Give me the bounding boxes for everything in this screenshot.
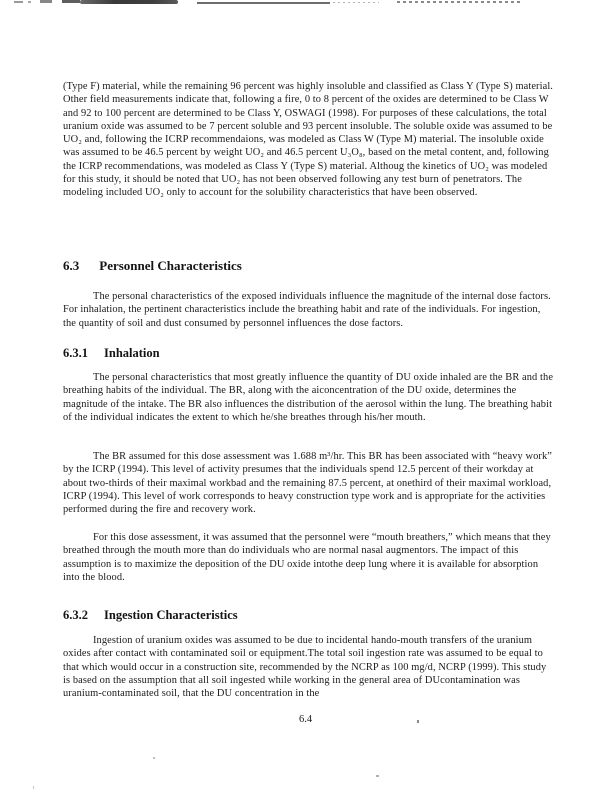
paragraph-personnel-characteristics: The personal characteristics of the exposed individuals influence the magnitude of the internal dose factors. For inhalation, the pertinent characteristics include the breathing habit and rate of the individuals. For ingestion, the quantity of soil and dust consumed by personnel influences the dose factors.	[63, 291, 551, 329]
page-number: 6.4	[298, 714, 313, 725]
section-title: Personnel Characteristics	[99, 258, 242, 273]
scan-artifact	[80, 0, 178, 4]
scan-speck	[376, 775, 379, 777]
paragraph-oxide-classification: (Type F) material, while the remaining 96 percent was highly insoluble and classified as Class Y (Type S) material. Other field measurements indicate that, following a fire, 0 to 8 percent of the oxides are determined to be Class W and 92 to 100 percent are determined to be Class Y, OSWAGI (1998). For purposes of these calculations, the total uranium oxide was assumed to be 7 percent soluble and 93 percent insoluble. The soluble oxide was assumed to be UO₂ and, following the ICRP recommendaions, was modeled as Class W (Type M) material. The insoluble oxide was assumed to be 46.5 percent by weight UO₂ and 46.5 percent U₃O₈, based on the metal content, and, following the ICRP recommendations, was modeled as Class Y (Type S) material. Althoug the kinetics of UO₂ was modeled for this study, it should be noted that UO₂ has not been observed following any test burn of penetrators. The modeling included UO₂ only to account for the solubility characteristics that have been observed.	[63, 81, 553, 199]
section-heading-6-3-1	[63, 346, 555, 361]
scan-artifact	[40, 0, 52, 3]
paragraph-inhalation-3: For this dose assessment, it was assumed that the personnel were “mouth breathers,” which means that they breathed through the mouth more than do individuals who are normal nasal augmentors. The impact of this assumption is to maximize the deposition of the DU oxide intothe deep lung where it is available for absorption into the blood.	[63, 532, 551, 583]
paragraph-inhalation-2: The BR assumed for this dose assessment was 1.688 m³/hr. This BR has been associated with “heavy work” by the ICRP (1994). This level of activity presumes that the individuals spend 12.5 percent of their workday at about two-thirds of their maximal workbad and the remaining 87.5 percent, at onethird of their maximal workload, ICRP (1994). This level of work corresponds to heavy construction type work and is appropriate for the activities performed during the fire and recovery work.	[63, 451, 552, 516]
section-number: 6.3	[63, 258, 80, 273]
scan-speck	[33, 786, 34, 789]
section-heading-6-3-2	[63, 608, 555, 623]
scan-artifact	[14, 1, 23, 3]
scan-speck	[153, 757, 155, 759]
paragraph-inhalation-1: The personal characteristics that most greatly influence the quantity of DU oxide inhaled are the BR and the breathing habits of the individual. The BR, along with the aiconcentration of the DU oxide, determines the magnitude of the intake. The BR also influences the distribution of the aerosol within the lung. The breathing habit of the individual indicates the extent to which he/she breathes through his/her mouth.	[63, 372, 554, 423]
scan-artifact	[62, 0, 80, 3]
section-title: Inhalation	[104, 346, 160, 360]
section-number: 6.3.2	[63, 608, 88, 622]
section-title: Ingestion Characteristics	[104, 608, 238, 622]
scan-artifact	[28, 1, 31, 3]
scan-artifact	[197, 2, 330, 4]
section-number: 6.3.1	[63, 346, 88, 360]
scan-artifact	[397, 1, 520, 3]
paragraph-ingestion: Ingestion of uranium oxides was assumed to be due to incidental hando-mouth transfers of the uranium oxides after contact with contaminated soil or equipment.The total soil ingestion rate was assumed to be equal to that which would occur in a construction site, recommended by the NCRP as 100 mg/d, NCRP (1999). This study is based on the assumption that all soil ingested while working in the general area of DUcontamination was uranium-contaminated soil, that the DU concentration in the	[63, 635, 547, 700]
scan-artifact	[333, 2, 379, 3]
section-heading-6-3	[63, 258, 555, 274]
